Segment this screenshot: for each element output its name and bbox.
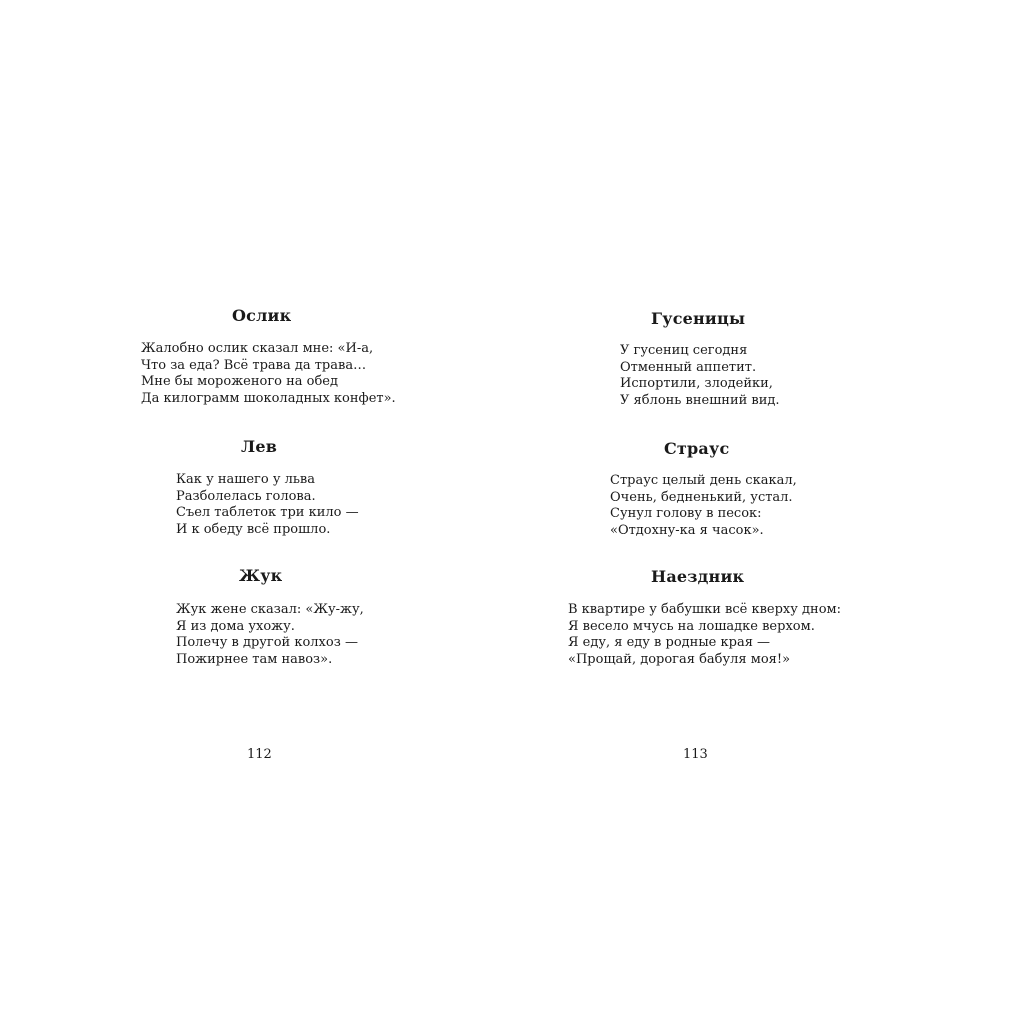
poem-stanza	[620, 343, 780, 409]
poem-line: «Прощай, дорогая бабуля моя!»	[568, 651, 791, 667]
poem-line: Съел таблеток три кило —	[176, 505, 359, 520]
poem-line: У яблонь внешний вид.	[620, 392, 780, 408]
poem-title: Жук	[239, 566, 283, 585]
poem-line: Жалобно ослик сказал мне: «И-а,	[141, 341, 374, 356]
poem-line: Я еду, я еду в родные края —	[568, 635, 771, 650]
poem-stanza	[176, 602, 364, 668]
page-number: 113	[683, 747, 708, 762]
poem-stanza	[141, 341, 396, 407]
poem-line: И к обеду всё прошло.	[176, 521, 331, 537]
poem-line: Я весело мчусь на лошадке верхом.	[568, 618, 815, 634]
poem-title: Страус	[664, 439, 730, 458]
poem-line: Разболелась голова.	[176, 488, 316, 504]
poem-line: Испортили, злодейки,	[620, 376, 773, 391]
right-page	[504, 0, 1009, 1010]
poem-line: Что за еда? Всё трава да трава…	[141, 357, 367, 373]
poem-line: «Отдохну-ка я часок».	[610, 522, 764, 538]
poem-stanza	[176, 472, 359, 538]
poem-title: Гусеницы	[651, 309, 746, 328]
poem-title: Наездник	[651, 567, 745, 586]
poem-line: Мне бы мороженого на обед	[141, 374, 339, 389]
poem-line: Полечу в другой колхоз —	[176, 635, 358, 650]
page-number: 112	[247, 747, 272, 762]
left-page	[0, 0, 504, 1010]
poem-line: Жук жене сказал: «Жу-жу,	[176, 602, 364, 617]
poem-line: Да килограмм шоколадных конфет».	[141, 390, 396, 406]
poem-line: Как у нашего у льва	[176, 472, 316, 487]
poem-line: В квартире у бабушки всё кверху дном:	[568, 602, 842, 617]
poem-title: Ослик	[232, 306, 292, 325]
poem-line: У гусениц сегодня	[620, 343, 748, 358]
poem-line: Пожирнее там навоз».	[176, 651, 333, 667]
poem-stanza	[568, 602, 841, 668]
poem-line: Сунул голову в песок:	[610, 506, 762, 521]
poem-line: Я из дома ухожу.	[176, 618, 295, 634]
poem-line: Очень, бедненький, устал.	[610, 489, 793, 505]
poem-stanza	[610, 473, 797, 539]
poem-title: Лев	[241, 437, 278, 456]
poem-line: Страус целый день скакал,	[610, 473, 797, 488]
poem-line: Отменный аппетит.	[620, 359, 757, 375]
